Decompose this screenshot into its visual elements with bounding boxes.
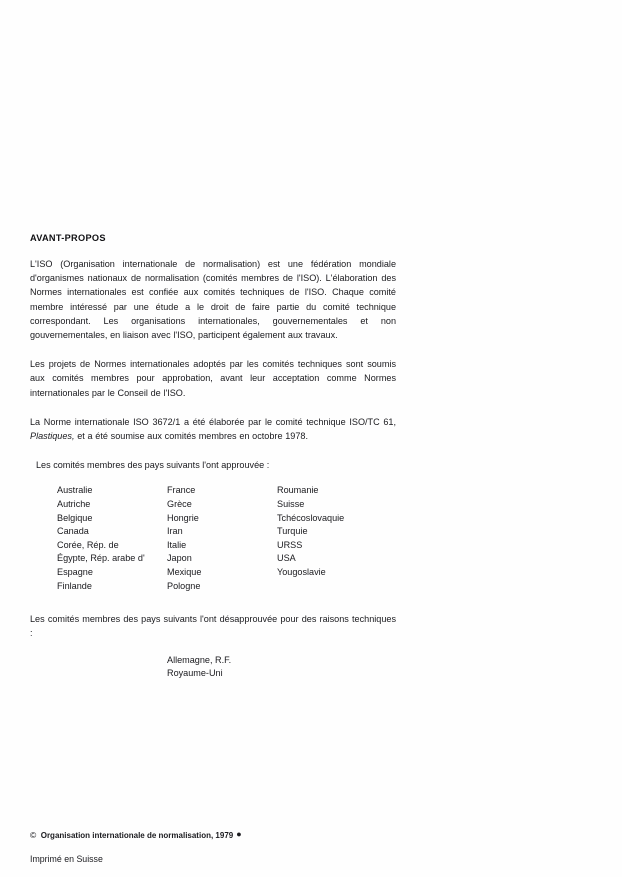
country-item: Suisse xyxy=(277,499,305,510)
foreword-paragraph-2: Les projets de Normes internationales adoptés par les comités techniques sont soumis aux comités membres pour approbation, avant leur acceptation comme Normes internationales par le Conseil de l'ISO. xyxy=(30,359,396,398)
spacer xyxy=(30,593,396,612)
copyright-line xyxy=(30,829,242,840)
country-item: USA xyxy=(277,553,296,564)
standard-ref-text-before: La Norme internationale ISO 3672/1 a été élaborée par le comité technique ISO/TC 61, xyxy=(30,416,396,427)
document-body xyxy=(30,233,396,681)
country-item: Tchécoslovaquie xyxy=(277,512,345,523)
country-item: Autriche xyxy=(57,499,91,510)
foreword-paragraph-1: L'ISO (Organisation internationale de normalisation) est une fédération mondiale d'organismes nationaux de normalisation (comités membres de l'ISO). L'élaboration des Normes internationales est confiée aux comités techniques de l'ISO. Chaque comité membre intéressé par une étude a le droit de faire partie du comité technique correspondant. Les organisations internationales, gouvernementales et non gouvernementales, en liaison avec l'ISO, participent également aux travaux. xyxy=(30,259,396,341)
country-item: Yougoslavie xyxy=(277,567,326,577)
country-item: URSS xyxy=(277,539,303,550)
country-item: Grèce xyxy=(167,499,192,510)
country-item: Japon xyxy=(167,553,192,564)
approved-countries-list xyxy=(57,484,396,593)
standard-ref-title-italic: Plastiques, xyxy=(30,431,75,442)
country-item: Espagne xyxy=(57,567,93,577)
copyright-text: Organisation internationale de normalisation, 1979 xyxy=(40,831,234,840)
standard-reference-paragraph xyxy=(30,415,396,443)
copyright-icon: © xyxy=(30,830,37,840)
country-item: Australie xyxy=(57,485,93,496)
disapproved-intro-text: Les comités membres des pays suivants l'ont désapprouvée pour des raisons techniques : xyxy=(30,614,396,639)
country-item: Hongrie xyxy=(167,512,199,523)
country-item: Pologne xyxy=(167,580,201,591)
approved-countries-column-2 xyxy=(167,484,277,593)
country-item: France xyxy=(167,485,196,496)
country-item: Finlande xyxy=(57,580,92,591)
country-item: Italie xyxy=(167,539,187,550)
country-item: Canada xyxy=(57,526,89,537)
country-item: Royaume-Uni xyxy=(167,668,223,679)
country-item: Turquie xyxy=(277,526,308,537)
country-item: Belgique xyxy=(57,512,93,523)
country-item: Roumanie xyxy=(277,485,319,496)
printed-in-text: Imprimé en Suisse xyxy=(30,854,103,864)
approved-countries-column-3 xyxy=(277,484,387,593)
country-item: Corée, Rép. de xyxy=(57,539,119,550)
country-item: Égypte, Rép. arabe d' xyxy=(57,553,145,564)
country-item: Mexique xyxy=(167,567,202,577)
page-title: AVANT-PROPOS xyxy=(30,233,106,243)
disapproved-countries-list xyxy=(167,654,396,682)
standard-ref-text-after: et a été soumise aux comités membres en octobre 1978. xyxy=(74,431,308,442)
approved-intro-text: Les comités membres des pays suivants l'ont approuvée : xyxy=(36,460,270,471)
country-item: Allemagne, R.F. xyxy=(167,654,232,665)
bullet-icon: ● xyxy=(236,829,242,839)
country-item: Iran xyxy=(167,526,183,537)
approved-countries-column-1 xyxy=(57,484,167,593)
